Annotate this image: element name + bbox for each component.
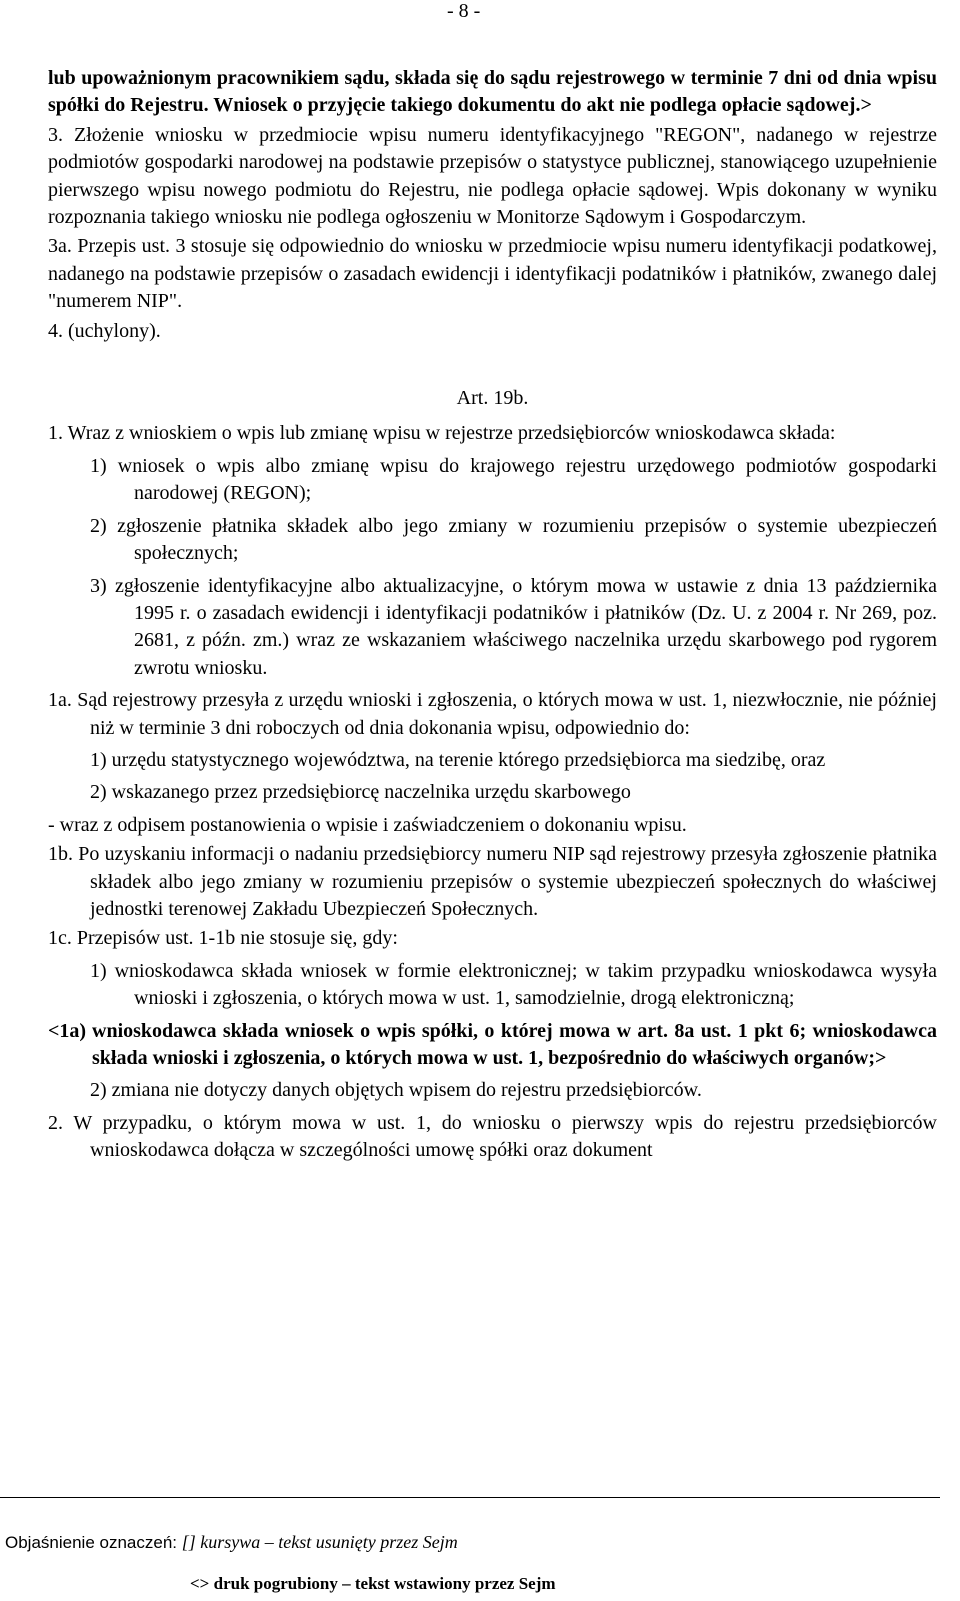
footer-label: Objaśnienie oznaczeń: xyxy=(5,1533,178,1552)
article-title: Art. 19b. xyxy=(456,387,529,410)
footer-italic-note: [] kursywa – tekst usunięty przez Sejm xyxy=(181,1532,458,1552)
page-number: - 8 - xyxy=(447,0,481,22)
document-body xyxy=(48,65,937,1165)
paragraph-4: 4. (uchylony). xyxy=(48,319,161,342)
intro-paragraph-inserted: lub upoważnionym pracownikiem sądu, składa się do sądu rejestrowego w terminie 7 dni od dnia wpisu spółki do Rejestru. Wniosek o przyjęcie takiego dokumentu do akt nie podlega opłacie sądowej.> xyxy=(48,67,937,117)
list-item: 2) zgłoszenie płatnika składek albo jego zmiany w rozumieniu przepisów o systemie ubezpieczeń społecznych; xyxy=(90,514,937,565)
inserted-item-number: <1a) xyxy=(48,1019,87,1042)
footer-bold-note: <> druk pogrubiony – tekst wstawiony przez Sejm xyxy=(190,1574,556,1593)
paragraph-1: 1. Wraz z wnioskiem o wpis lub zmianę wpisu w rejestrze przedsiębiorców wnioskodawca składa: xyxy=(48,422,836,445)
list-item: 1) wniosek o wpis albo zmianę wpisu do krajowego rejestru urzędowego podmiotów gospodarki narodowej (REGON); xyxy=(90,454,937,505)
list-item-inserted xyxy=(48,1018,937,1073)
list-item: 2) zmiana nie dotyczy danych objętych wpisem do rejestru przedsiębiorców. xyxy=(90,1079,702,1102)
paragraph-3: 3. Złożenie wniosku w przedmiocie wpisu numeru identyfikacyjnego "REGON", nadanego w rejestrze podmiotów gospodarki narodowej na podstawie przepisów o statystyce publicznej, stanowiącego uzupełnienie pierwszego wpisu nowego podmiotu do Rejestru, nie podlega opłacie sądowej. Wpis dokonany w wyniku rozpoznania takiego wniosku nie podlega ogłoszeniu w Monitorze Sądowym i Gospodarczym. xyxy=(48,123,937,229)
footer-legend xyxy=(5,1532,458,1553)
paragraph-1a-tail: - wraz z odpisem postanowienia o wpisie i zaświadczeniem o dokonaniu wpisu. xyxy=(48,813,687,836)
paragraph-1c: 1c. Przepisów ust. 1-1b nie stosuje się, gdy: xyxy=(48,927,398,950)
list-item: 1) urzędu statystycznego województwa, na terenie którego przedsiębiorca ma siedzibę, oraz xyxy=(90,748,826,771)
list-item: 2) wskazanego przez przedsiębiorcę naczelnika urzędu skarbowego xyxy=(90,781,631,804)
paragraph-1b: 1b. Po uzyskaniu informacji o nadaniu przedsiębiorcy numeru NIP sąd rejestrowy przesyła zgłoszenie płatnika składek albo jego zmiany w rozumieniu przepisów o systemie ubezpieczeń społecznych do właściwej jednostki terenowej Zakładu Ubezpieczeń Społecznych. xyxy=(48,843,937,920)
list-item: 1) wnioskodawca składa wniosek w formie elektronicznej; w takim przypadku wnioskodawca wysyła wnioski i zgłoszenia, o których mowa w ust. 1, samodzielnie, drogą elektroniczną; xyxy=(90,959,937,1010)
paragraph-1a: 1a. Sąd rejestrowy przesyła z urzędu wnioski i zgłoszenia, o których mowa w ust. 1, niezwłocznie, nie później niż w terminie 3 dni roboczych od dnia dokonania wpisu, odpowiednio do: xyxy=(48,689,937,739)
inserted-item-text: wnioskodawca składa wniosek o wpis spółki, o której mowa w art. 8a ust. 1 pkt 6; wnioskodawca składa wnioski i zgłoszenia, o których mowa w ust. 1, bezpośrednio do właściwych organów;> xyxy=(92,1019,937,1069)
paragraph-3a: 3a. Przepis ust. 3 stosuje się odpowiednio do wniosku w przedmiocie wpisu numeru identyfikacji podatkowej, nadanego na podstawie przepisów o zasadach ewidencji i identyfikacji podatników i płatników, zwanego dalej "numerem NIP". xyxy=(48,235,937,313)
footer-divider xyxy=(0,1497,940,1498)
paragraph-2: 2. W przypadku, o którym mowa w ust. 1, do wniosku o pierwszy wpis do rejestru przedsiębiorców wnioskodawca dołącza w szczególności umowę spółki oraz dokument xyxy=(48,1111,937,1162)
list-item: 3) zgłoszenie identyfikacyjne albo aktualizacyjne, o którym mowa w ustawie z dnia 13 października 1995 r. o zasadach ewidencji i identyfikacji podatników i płatników (Dz. U. z 2004 r. Nr 269, poz. 2681, z późn. zm.) wraz ze wskazaniem właściwego naczelnika urzędu skarbowego pod rygorem zwrotu wniosku. xyxy=(90,574,937,679)
